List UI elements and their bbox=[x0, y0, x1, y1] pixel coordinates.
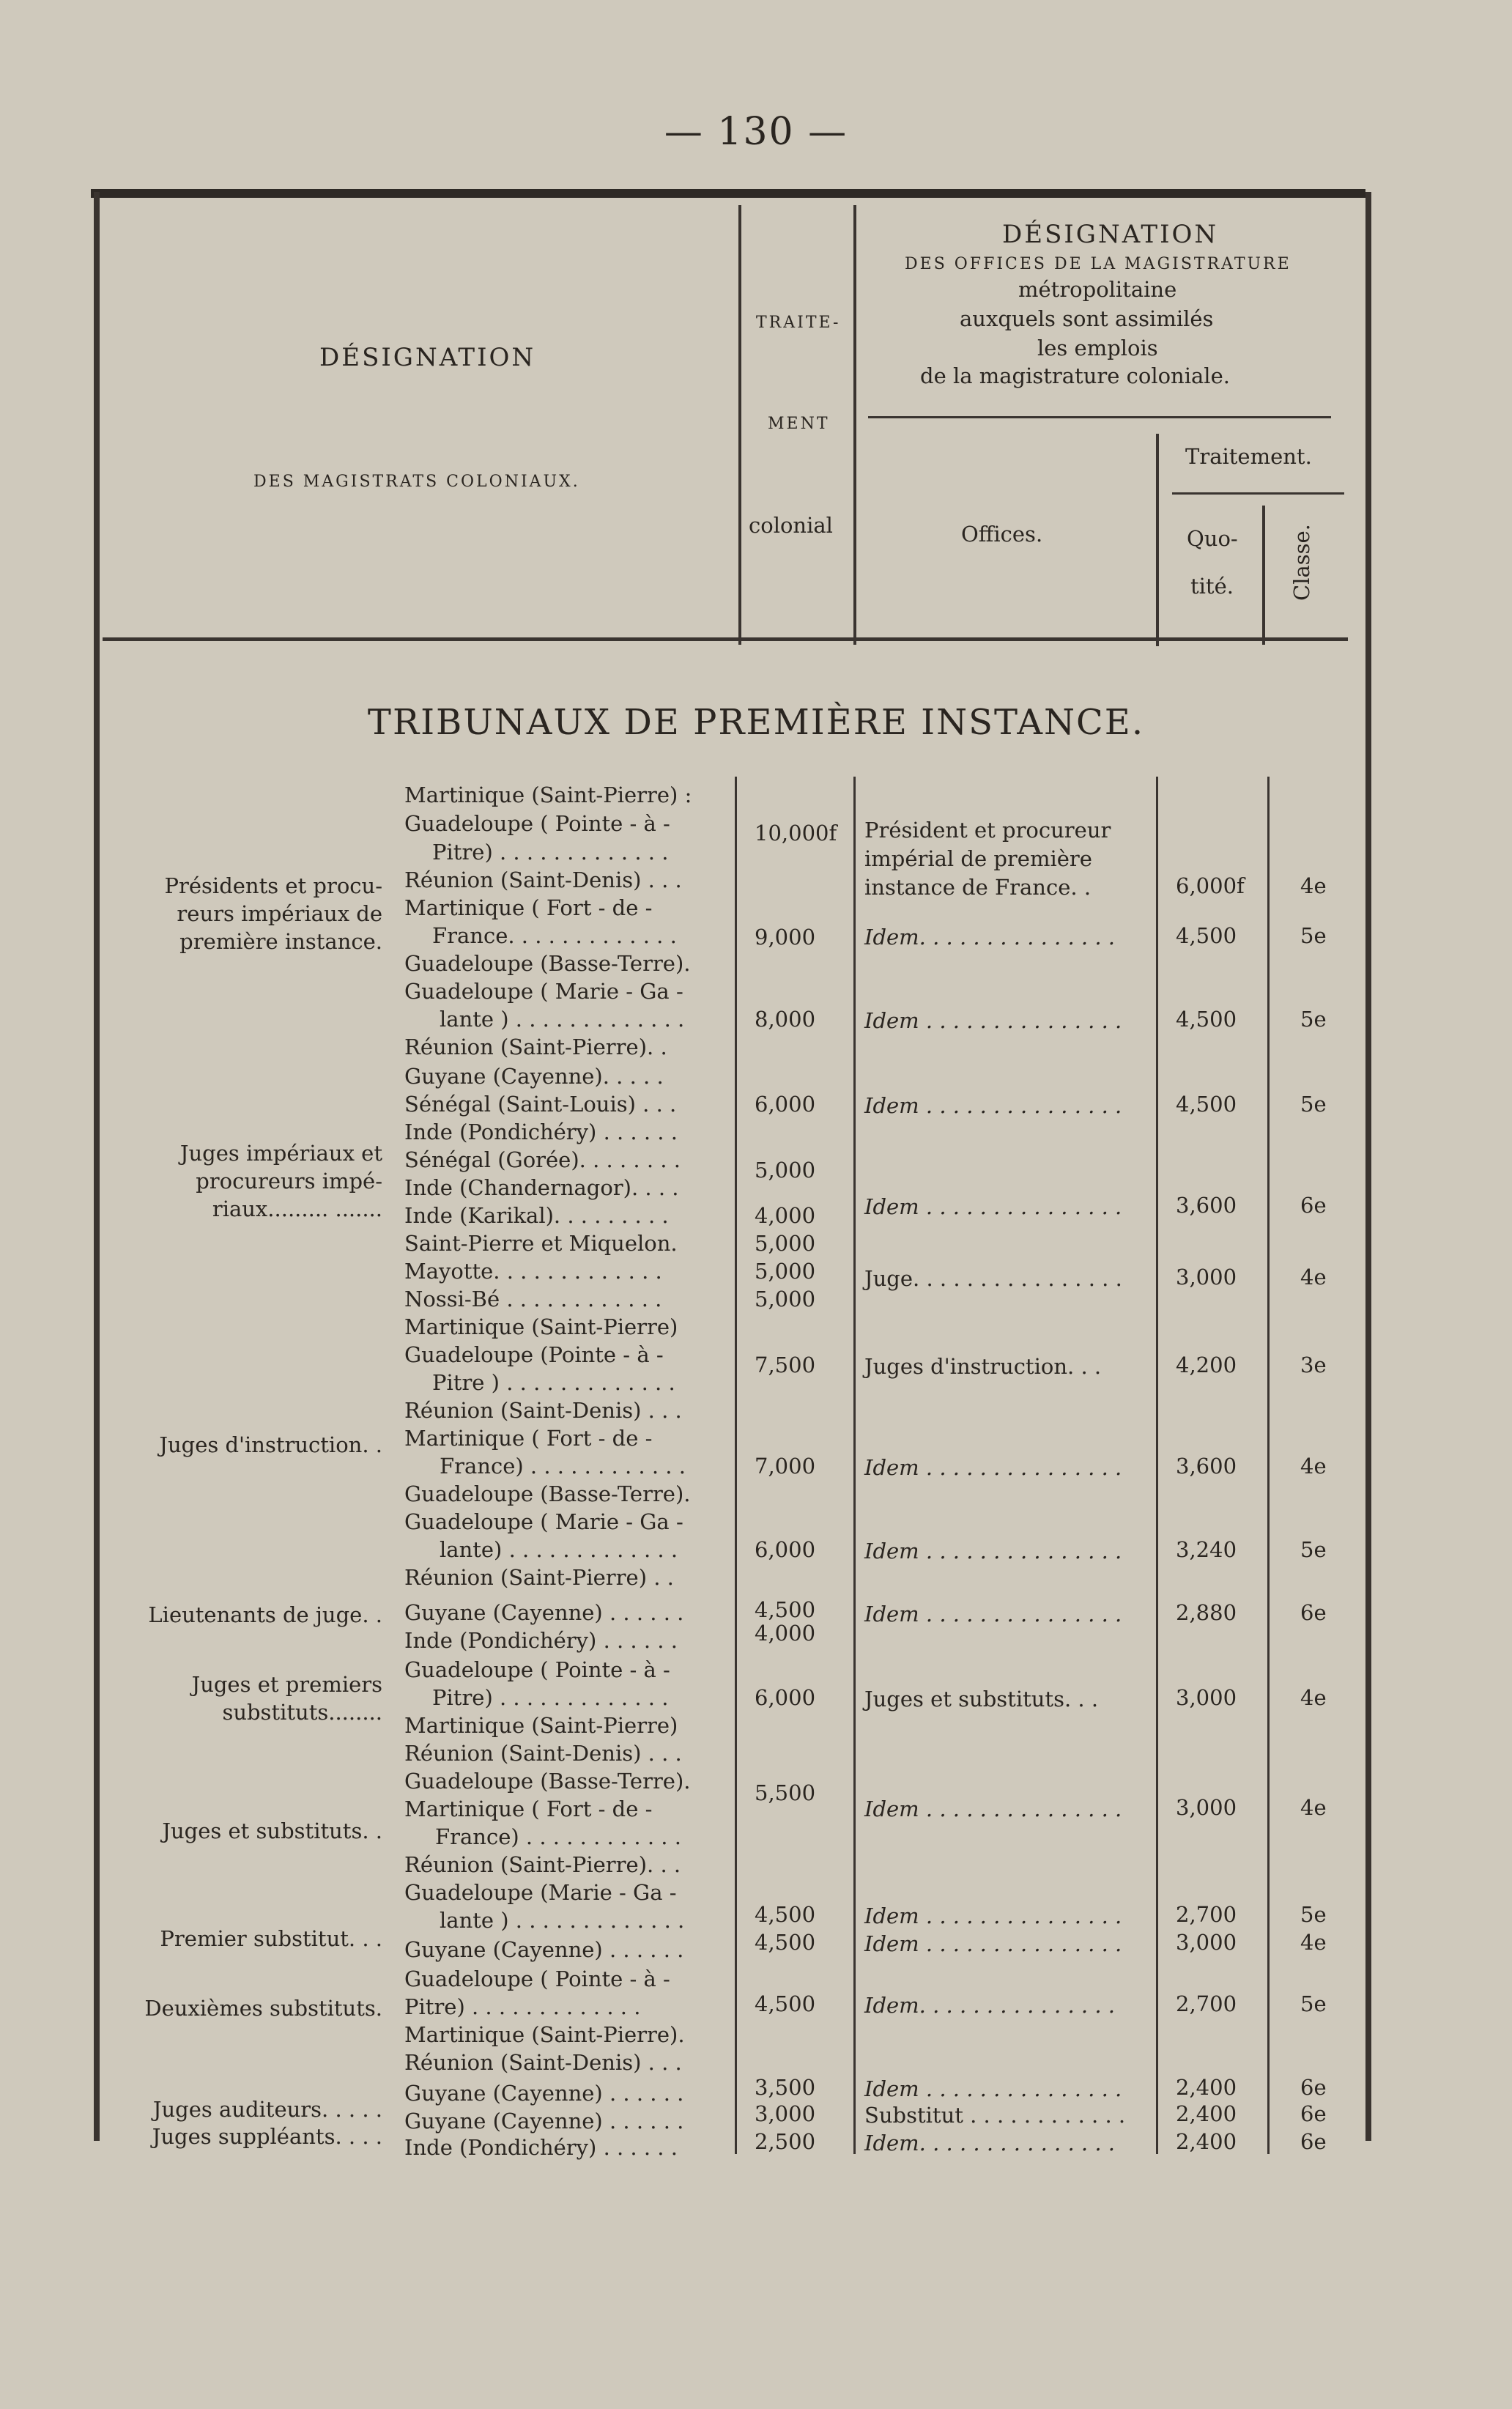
section-title: TRIBUNAUX DE PREMIÈRE INSTANCE. bbox=[367, 702, 1145, 743]
quotite-value: 4,500 bbox=[1176, 1092, 1237, 1117]
amount-value: 7,000 bbox=[755, 1454, 816, 1479]
place-line: Martinique (Saint-Pierre) bbox=[404, 1314, 678, 1339]
place-line: Martinique (Saint-Pierre). bbox=[404, 2022, 685, 2047]
place-line: Inde (Chandernagor). . . . bbox=[404, 1175, 679, 1200]
place-line: Guadeloupe ( Pointe - à - bbox=[404, 811, 670, 836]
header-col3-line3: auxquels sont assimilés bbox=[960, 306, 1214, 331]
amount-value: 4,000 bbox=[755, 1621, 816, 1646]
category-label: Juges et premiers substituts........ bbox=[191, 1672, 382, 1725]
place-line: Guadeloupe (Marie - Ga - bbox=[404, 1880, 677, 1905]
place-line: Réunion (Saint-Denis) . . . bbox=[404, 2050, 682, 2075]
place-line: Guyane (Cayenne) . . . . . . bbox=[404, 1600, 684, 1625]
place-line: Sénégal (Saint-Louis) . . . bbox=[404, 1092, 677, 1117]
header-divider-3 bbox=[1156, 434, 1159, 646]
place-line: Guyane (Cayenne). . . . . bbox=[404, 1064, 664, 1089]
place-line: Inde (Pondichéry) . . . . . . bbox=[404, 1120, 678, 1144]
office-text: Juges et substituts. . . bbox=[864, 1687, 1099, 1712]
amount-value: 2,500 bbox=[755, 2129, 816, 2154]
place-line: Martinique ( Fort - de - bbox=[404, 1796, 653, 1821]
place-line: Réunion (Saint-Denis) . . . bbox=[404, 867, 682, 892]
place-line: Martinique ( Fort - de - bbox=[404, 895, 653, 920]
header-divider-1 bbox=[738, 205, 741, 645]
header-traitement: Traitement. bbox=[1185, 444, 1312, 469]
office-text: Idem . . . . . . . . . . . . . . . bbox=[864, 1931, 1122, 1956]
classe-value: 4e bbox=[1300, 1454, 1327, 1479]
header-separator bbox=[103, 637, 1348, 641]
quotite-value: 4,500 bbox=[1176, 1007, 1237, 1032]
classe-value: 3e bbox=[1300, 1352, 1327, 1377]
place-line: Réunion (Saint-Denis) . . . bbox=[404, 1398, 682, 1423]
amount-value: 6,000 bbox=[755, 1092, 816, 1117]
office-text: Substitut . . . . . . . . . . . . bbox=[864, 2103, 1126, 2128]
category-label: Premier substitut. . . bbox=[160, 1926, 382, 1951]
amount-value: 4,500 bbox=[755, 1930, 816, 1955]
header-quotite-2: tité. bbox=[1190, 574, 1234, 599]
body-divider-1 bbox=[735, 777, 737, 2154]
place-line: Guadeloupe ( Marie - Ga - bbox=[404, 979, 683, 1004]
header-col3-line1: DES OFFICES DE LA MAGISTRATURE bbox=[905, 255, 1292, 273]
amount-value: 8,000 bbox=[755, 1007, 816, 1032]
header-col3-title: DÉSIGNATION bbox=[1002, 220, 1219, 249]
place-line: lante ) . . . . . . . . . . . . . bbox=[440, 1007, 685, 1032]
amount-value: 4,500 bbox=[755, 1902, 816, 1927]
body-divider-4 bbox=[1267, 777, 1270, 2154]
header-classe: Classe. bbox=[1289, 524, 1314, 601]
quotite-value: 2,400 bbox=[1176, 2101, 1237, 2126]
classe-value: 6e bbox=[1300, 2101, 1327, 2126]
header-col1-title: DÉSIGNATION bbox=[319, 343, 536, 372]
place-line: Réunion (Saint-Pierre). . . bbox=[404, 1852, 681, 1877]
quotite-value: 3,000 bbox=[1176, 1685, 1237, 1710]
amount-value: 6,000 bbox=[755, 1685, 816, 1710]
office-text: Juges d'instruction. . . bbox=[864, 1354, 1102, 1379]
amount-value: 4,500 bbox=[755, 1597, 816, 1622]
place-line: Guadeloupe (Basse-Terre). bbox=[404, 951, 691, 976]
header-rule-traitement bbox=[1172, 492, 1344, 495]
amount-value: 3,000 bbox=[755, 2101, 816, 2126]
amount-value: 3,500 bbox=[755, 2075, 816, 2100]
office-text: Juge. . . . . . . . . . . . . . . . bbox=[864, 1266, 1122, 1291]
place-line: France. . . . . . . . . . . . . bbox=[432, 923, 677, 948]
place-line: Pitre) . . . . . . . . . . . . . bbox=[432, 1685, 669, 1710]
category-label: Présidents et procu- reurs impériaux de première instance. bbox=[164, 873, 382, 954]
quotite-value: 2,700 bbox=[1176, 1991, 1237, 2016]
place-line: Pitre) . . . . . . . . . . . . . bbox=[404, 1994, 641, 2019]
category-label: Juges auditeurs. . . . . bbox=[152, 2097, 382, 2122]
place-line: Guyane (Cayenne) . . . . . . bbox=[404, 2081, 684, 2106]
header-divider-4 bbox=[1262, 506, 1265, 645]
place-line: Sénégal (Gorée). . . . . . . . bbox=[404, 1147, 681, 1172]
page-number: — 130 — bbox=[664, 110, 848, 154]
classe-value: 5e bbox=[1300, 1902, 1327, 1927]
classe-value: 5e bbox=[1300, 1991, 1327, 2016]
place-line: Guadeloupe ( Marie - Ga - bbox=[404, 1509, 683, 1534]
quotite-value: 3,000 bbox=[1176, 1265, 1237, 1289]
quotite-value: 3,240 bbox=[1176, 1537, 1237, 1562]
quotite-value: 2,400 bbox=[1176, 2129, 1237, 2154]
amount-value: 5,000 bbox=[755, 1158, 816, 1183]
classe-value: 4e bbox=[1300, 1930, 1327, 1955]
place-line: Inde (Karikal). . . . . . . . . bbox=[404, 1203, 669, 1228]
place-line: Guyane (Cayenne) . . . . . . bbox=[404, 2109, 684, 2134]
place-line: Guadeloupe ( Pointe - à - bbox=[404, 1966, 670, 1991]
quotite-value: 2,700 bbox=[1176, 1902, 1237, 1927]
place-line: Martinique (Saint-Pierre) bbox=[404, 1713, 678, 1738]
amount-value: 7,500 bbox=[755, 1352, 816, 1377]
place-line: Guyane (Cayenne) . . . . . . bbox=[404, 1937, 684, 1962]
amount-value: 5,000 bbox=[755, 1259, 816, 1284]
classe-value: 6e bbox=[1300, 2075, 1327, 2100]
quotite-value: 4,200 bbox=[1176, 1352, 1237, 1377]
place-line: Guadeloupe ( Pointe - à - bbox=[404, 1657, 670, 1682]
amount-value: 5,500 bbox=[755, 1780, 816, 1805]
office-text: Idem . . . . . . . . . . . . . . . bbox=[864, 1194, 1122, 1219]
category-label: Deuxièmes substituts. bbox=[144, 1996, 382, 2021]
office-text: Idem . . . . . . . . . . . . . . . bbox=[864, 1602, 1122, 1627]
quotite-value: 2,880 bbox=[1176, 1600, 1237, 1625]
place-line: Martinique ( Fort - de - bbox=[404, 1426, 653, 1451]
place-line: Inde (Pondichéry) . . . . . . bbox=[404, 1628, 678, 1653]
classe-value: 6e bbox=[1300, 2129, 1327, 2154]
amount-value: 4,500 bbox=[755, 1991, 816, 2016]
header-col2-line3: colonial bbox=[749, 513, 833, 538]
place-line: Réunion (Saint-Denis) . . . bbox=[404, 1741, 682, 1766]
office-text: Président et procureur impérial de première instance de France. . bbox=[864, 818, 1111, 900]
quotite-value: 4,500 bbox=[1176, 923, 1237, 948]
office-text: Idem . . . . . . . . . . . . . . . bbox=[864, 1455, 1122, 1480]
place-line: Saint-Pierre et Miquelon. bbox=[404, 1231, 678, 1256]
category-label: Juges et substituts. . bbox=[162, 1818, 382, 1843]
place-line: Martinique (Saint-Pierre) : bbox=[404, 782, 692, 807]
header-col3-line5: de la magistrature coloniale. bbox=[920, 363, 1230, 388]
body-divider-3 bbox=[1156, 777, 1158, 2154]
office-text: Idem. . . . . . . . . . . . . . . bbox=[864, 925, 1116, 950]
classe-value: 4e bbox=[1300, 1795, 1327, 1820]
classe-value: 4e bbox=[1300, 1685, 1327, 1710]
place-line: lante ) . . . . . . . . . . . . . bbox=[440, 1908, 685, 1933]
header-col2-line1: TRAITE- bbox=[756, 314, 841, 332]
header-divider-2 bbox=[853, 205, 856, 645]
classe-value: 6e bbox=[1300, 1193, 1327, 1218]
classe-value: 4e bbox=[1300, 873, 1327, 898]
place-line: lante) . . . . . . . . . . . . . bbox=[440, 1537, 678, 1562]
office-text: Idem . . . . . . . . . . . . . . . bbox=[864, 1539, 1122, 1564]
header-rule-offices bbox=[868, 416, 1331, 418]
place-line: Guadeloupe (Pointe - à - bbox=[404, 1342, 664, 1367]
classe-value: 6e bbox=[1300, 1600, 1327, 1625]
amount-value: 9,000 bbox=[755, 925, 816, 950]
office-text: Idem . . . . . . . . . . . . . . . bbox=[864, 1796, 1122, 1821]
quotite-value: 3,600 bbox=[1176, 1193, 1237, 1218]
place-line: Nossi-Bé . . . . . . . . . . . . bbox=[404, 1287, 662, 1311]
place-line: Guadeloupe (Basse-Terre). bbox=[404, 1481, 691, 1506]
header-col1-subtitle: DES MAGISTRATS COLONIAUX. bbox=[253, 473, 580, 491]
place-line: France) . . . . . . . . . . . . bbox=[440, 1454, 686, 1479]
amount-value: 10,000f bbox=[755, 821, 837, 845]
quotite-value: 3,000 bbox=[1176, 1930, 1237, 1955]
category-label: Juges d'instruction. . bbox=[159, 1432, 382, 1457]
classe-value: 5e bbox=[1300, 1007, 1327, 1032]
amount-value: 5,000 bbox=[755, 1231, 816, 1256]
office-text: Idem. . . . . . . . . . . . . . . bbox=[864, 1993, 1116, 2018]
header-quotite-1: Quo- bbox=[1187, 526, 1238, 551]
amount-value: 5,000 bbox=[755, 1287, 816, 1311]
header-col2-line2: MENT bbox=[768, 415, 830, 433]
place-line: Inde (Pondichéry) . . . . . . bbox=[404, 2135, 678, 2160]
quotite-value: 6,000f bbox=[1176, 873, 1245, 898]
header-offices: Offices. bbox=[961, 522, 1043, 547]
office-text: Idem . . . . . . . . . . . . . . . bbox=[864, 1008, 1122, 1033]
category-label: Lieutenants de juge. . bbox=[148, 1602, 382, 1627]
place-line: Réunion (Saint-Pierre) . . bbox=[404, 1565, 674, 1590]
amount-value: 4,000 bbox=[755, 1203, 816, 1228]
classe-value: 5e bbox=[1300, 923, 1327, 948]
place-line: Réunion (Saint-Pierre). . bbox=[404, 1035, 667, 1059]
category-label: Juges impériaux et procureurs impé- riaux......... ....... bbox=[179, 1141, 382, 1221]
office-text: Idem . . . . . . . . . . . . . . . bbox=[864, 2076, 1122, 2101]
quotite-value: 3,000 bbox=[1176, 1795, 1237, 1820]
quotite-value: 3,600 bbox=[1176, 1454, 1237, 1479]
place-line: France) . . . . . . . . . . . . bbox=[435, 1824, 681, 1849]
classe-value: 5e bbox=[1300, 1092, 1327, 1117]
office-text: Idem. . . . . . . . . . . . . . . bbox=[864, 2131, 1116, 2155]
amount-value: 6,000 bbox=[755, 1537, 816, 1562]
category-label: Juges suppléants. . . . bbox=[152, 2124, 382, 2149]
place-line: Mayotte. . . . . . . . . . . . . bbox=[404, 1259, 662, 1284]
classe-value: 4e bbox=[1300, 1265, 1327, 1289]
header-col3-line4: les emplois bbox=[1037, 336, 1158, 360]
header-col3-line2: métropolitaine bbox=[1018, 277, 1177, 302]
place-line: Guadeloupe (Basse-Terre). bbox=[404, 1769, 691, 1794]
body-divider-2 bbox=[853, 777, 856, 2154]
quotite-value: 2,400 bbox=[1176, 2075, 1237, 2100]
classe-value: 5e bbox=[1300, 1537, 1327, 1562]
office-text: Idem . . . . . . . . . . . . . . . bbox=[864, 1093, 1122, 1118]
place-line: Pitre) . . . . . . . . . . . . . bbox=[432, 840, 669, 865]
place-line: Pitre ) . . . . . . . . . . . . . bbox=[432, 1370, 675, 1395]
office-text: Idem . . . . . . . . . . . . . . . bbox=[864, 1903, 1122, 1928]
